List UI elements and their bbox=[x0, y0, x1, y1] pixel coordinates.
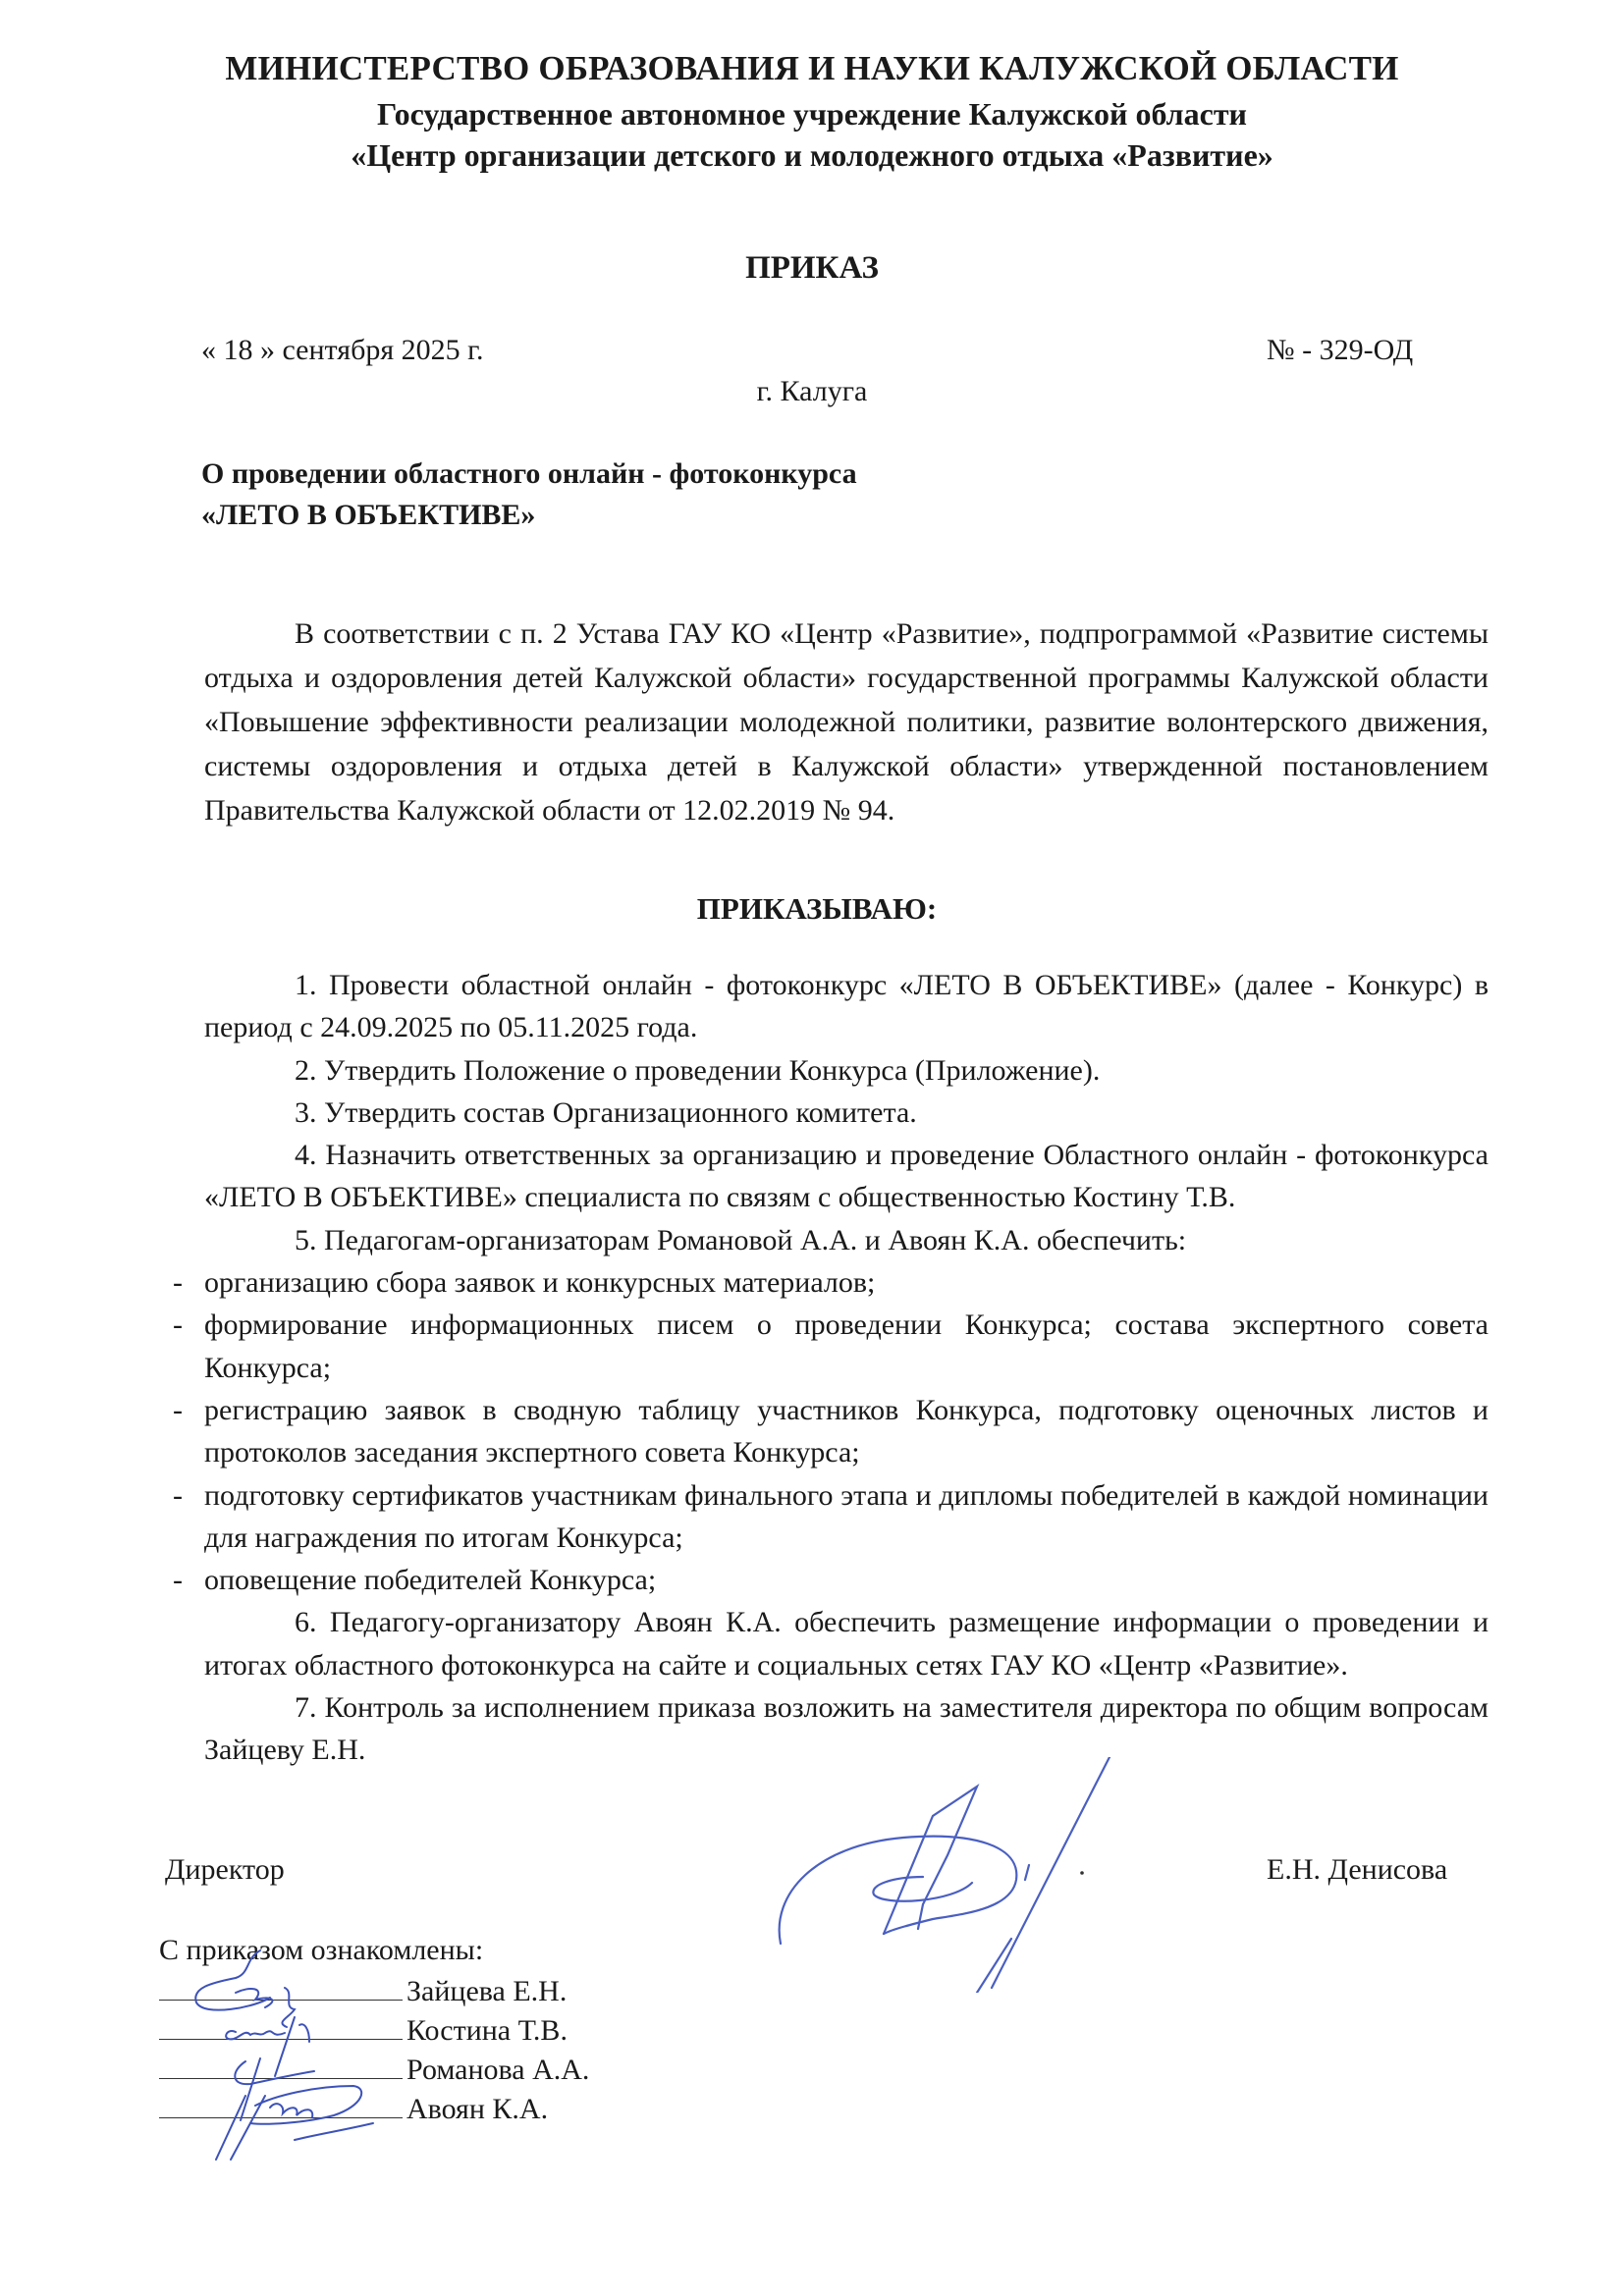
bullet-dash: - bbox=[173, 1478, 183, 1512]
order-bullet: - регистрацию заявок в сводную таблицу участников Конкурса, подготовку оценочных листов и протоколов заседания экспертного совета Конкурса; bbox=[157, 1389, 1489, 1474]
acknowledgement-row: Авоян К.А. bbox=[159, 2093, 548, 2126]
order-bullet: - формирование информационных писем о проведении Конкурса; состава экспертного совета Конкурса; bbox=[157, 1304, 1489, 1389]
bullet-dash: - bbox=[173, 1564, 183, 1597]
bullet-dash: - bbox=[173, 1393, 183, 1426]
bullet-dash: - bbox=[173, 1266, 183, 1300]
acknowledgement-row: Романова А.А. bbox=[159, 2054, 589, 2087]
document-title: ПРИКАЗ bbox=[745, 250, 879, 286]
signatory-name: Е.Н. Денисова bbox=[1267, 1853, 1448, 1886]
director-signature-icon bbox=[776, 1757, 1129, 1993]
signatory-position: Директор bbox=[165, 1853, 285, 1886]
institution-header: Государственное автономное учреждение Калужской области bbox=[377, 96, 1247, 132]
signature-line bbox=[159, 2015, 403, 2040]
preamble-text: В соответствии с п. 2 Устава ГАУ КО «Центр «Развитие», подпрограммой «Развитие системы отдыха и оздоровления детей Калужской области» государственной программы Калужской области «Повышение эффективности реализации молодежной политики, развитие волонтерского движения, системы оздоровления и отдыха детей в Калужской области» утвержденной постановлением Правительства Калужской области от 12.02.2019 № 94. bbox=[204, 617, 1489, 827]
order-item: 3. Утвердить состав Организационного комитета. bbox=[295, 1095, 917, 1129]
order-item: 2. Утвердить Положение о проведении Конкурса (Приложение). bbox=[295, 1053, 1101, 1087]
subject-line-1: О проведении областного онлайн - фотоконкурса bbox=[201, 457, 857, 490]
order-item: 7. Контроль за исполнением приказа возложить на заместителя директора по общим вопросам Зайцеву Е.Н. bbox=[204, 1691, 1489, 1767]
center-header: «Центр организации детского и молодежного отдыха «Развитие» bbox=[351, 137, 1273, 173]
order-city: г. Калуга bbox=[756, 375, 868, 407]
order-item: 1. Провести областной онлайн - фотоконкурс «ЛЕТО В ОБЪЕКТИВЕ» (далее - Конкурс) в период с 24.09.2025 по 05.11.2025 года. bbox=[204, 969, 1489, 1044]
bullet-dash: - bbox=[173, 1308, 183, 1342]
order-subject bbox=[201, 454, 857, 536]
subject-line-2: «ЛЕТО В ОБЪЕКТИВЕ» bbox=[201, 499, 536, 531]
order-items bbox=[157, 964, 1489, 1772]
signature-line bbox=[159, 1976, 403, 2001]
order-date: « 18 » сентября 2025 г. bbox=[201, 334, 484, 366]
preamble-paragraph bbox=[204, 612, 1489, 832]
acknowledgement-row: Костина Т.В. bbox=[159, 2014, 568, 2048]
order-directive-heading: ПРИКАЗЫВАЮ: bbox=[696, 891, 938, 926]
order-bullet: - подготовку сертификатов участникам финального этапа и дипломы победителей в каждой номинации для награждения по итогам Конкурса; bbox=[157, 1474, 1489, 1560]
order-bullet: - оповещение победителей Конкурса; bbox=[157, 1559, 1489, 1601]
signature-line bbox=[159, 2094, 403, 2118]
acknowledgement-label: С приказом ознакомлены: bbox=[159, 1934, 484, 1966]
order-number: № - 329-ОД bbox=[1267, 334, 1414, 366]
acknowledgement-row: Зайцева Е.Н. bbox=[159, 1975, 567, 2008]
order-item: 4. Назначить ответственных за организацию и проведение Областного онлайн - фотоконкурса «ЛЕТО В ОБЪЕКТИВЕ» специалиста по связям с общественностью Костину Т.В. bbox=[204, 1139, 1489, 1214]
signature-line bbox=[159, 2055, 403, 2079]
ministry-header: МИНИСТЕРСТВО ОБРАЗОВАНИЯ И НАУКИ КАЛУЖСКОЙ ОБЛАСТИ bbox=[225, 49, 1399, 87]
order-item: 6. Педагогу-организатору Авоян К.А. обеспечить размещение информации о проведении и итогах областного фотоконкурса на сайте и социальных сетях ГАУ КО «Центр «Развитие». bbox=[204, 1606, 1489, 1682]
order-item: 5. Педагогам-организаторам Романовой А.А. и Авоян К.А. обеспечить: bbox=[295, 1223, 1187, 1256]
order-bullet: - организацию сбора заявок и конкурсных материалов; bbox=[157, 1261, 1489, 1304]
